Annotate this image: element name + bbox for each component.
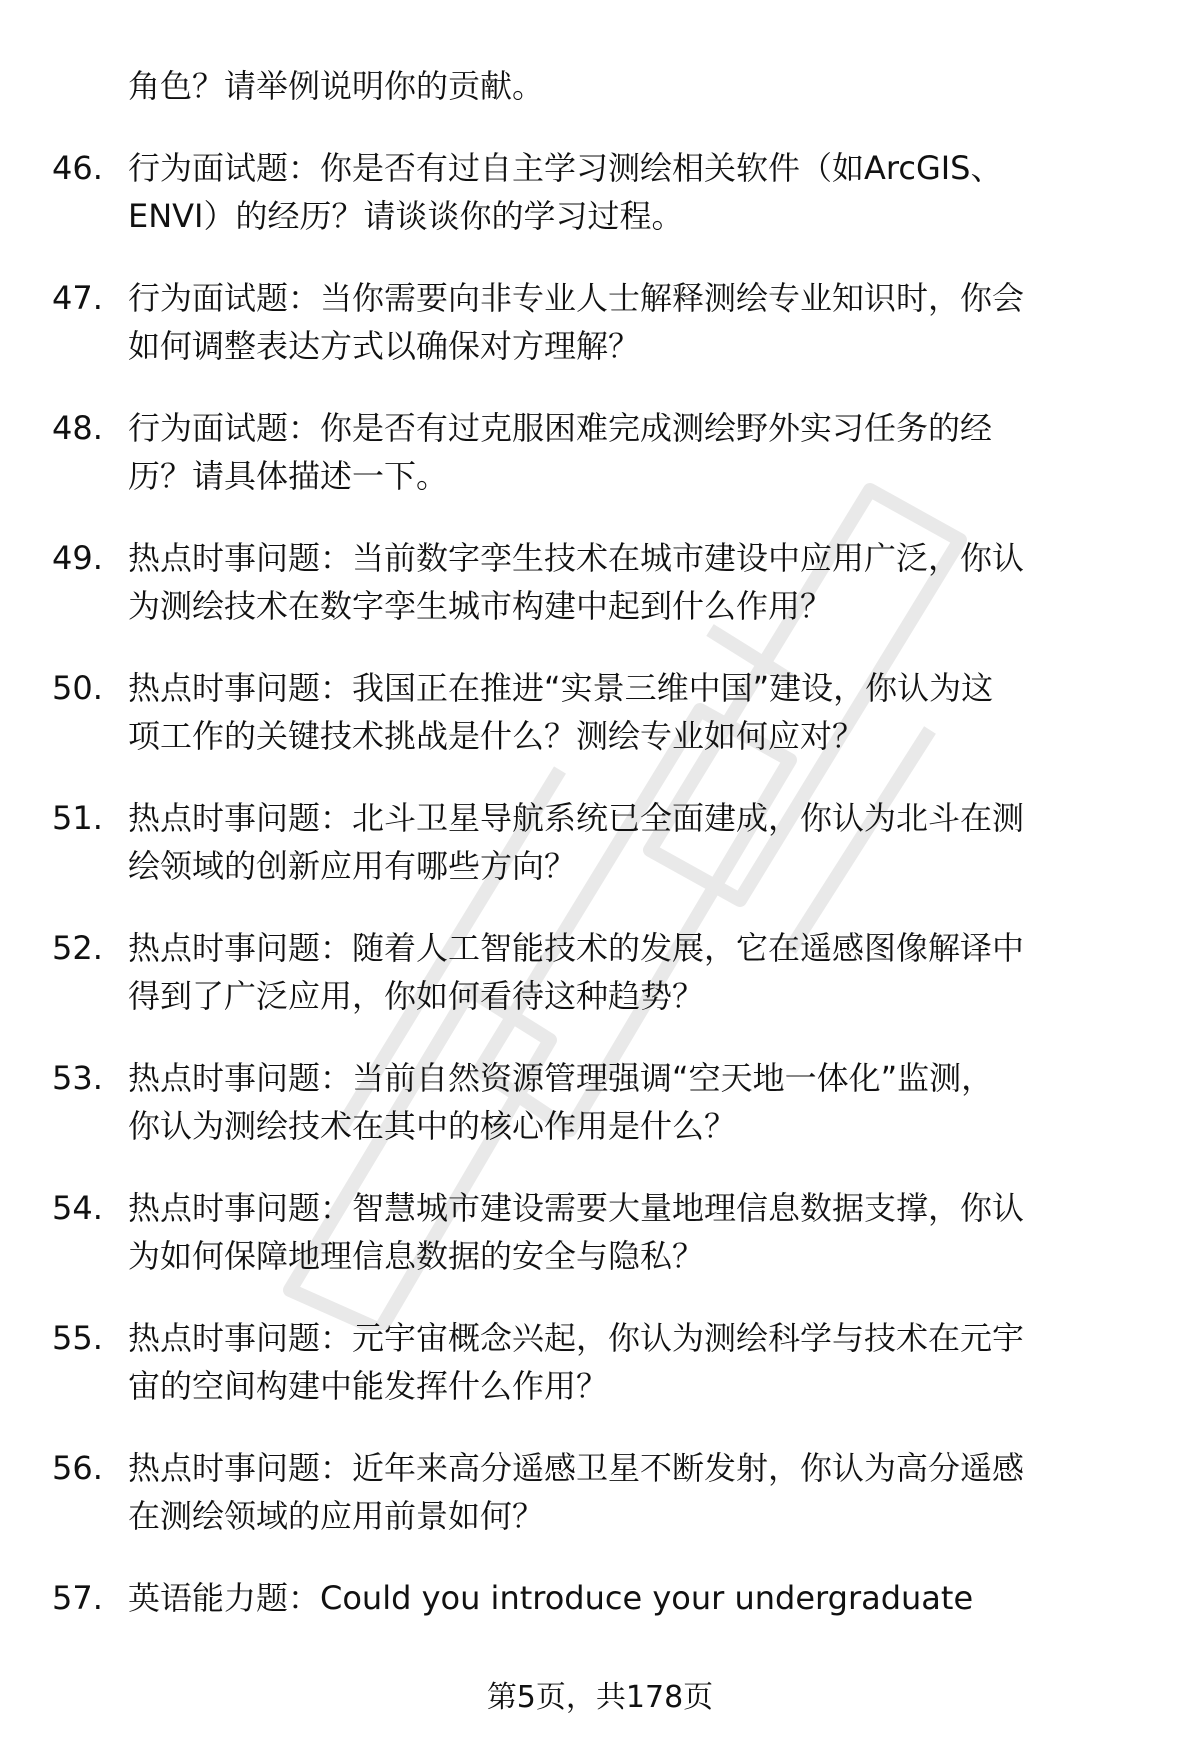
question-number: 46. xyxy=(52,149,103,187)
question-text-line-2: 为测绘技术在数字孪生城市构建中起到什么作用？ xyxy=(128,587,833,625)
question-text-line-2: 为如何保障地理信息数据的安全与隐私？ xyxy=(128,1237,705,1275)
question-text-line-1: 热点时事问题：随着人工智能技术的发展，它在遥感图像解译中 xyxy=(128,929,1025,967)
question-number: 51. xyxy=(52,799,103,837)
question-item xyxy=(0,1054,1200,1184)
question-text-line-1: 热点时事问题：近年来高分遥感卫星不断发射，你认为高分遥感 xyxy=(128,1449,1025,1487)
question-text-line-1: 热点时事问题：智慧城市建设需要大量地理信息数据支撑，你认 xyxy=(128,1189,1025,1227)
question-text-line-1: 热点时事问题：当前数字孪生技术在城市建设中应用广泛，你认 xyxy=(128,539,1025,577)
question-item xyxy=(0,1444,1200,1574)
question-text-line-2: 得到了广泛应用，你如何看待这种趋势？ xyxy=(128,977,705,1015)
question-number: 57. xyxy=(52,1579,103,1617)
question-text-line-2: ENVI）的经历？请谈谈你的学习过程。 xyxy=(128,197,684,235)
page-footer: 第5页，共178页 xyxy=(486,1680,714,1715)
question-number: 55. xyxy=(52,1319,103,1357)
question-item xyxy=(0,924,1200,1054)
question-item xyxy=(0,664,1200,794)
question-text-line-2: 如何调整表达方式以确保对方理解？ xyxy=(128,327,641,365)
question-text-line-1: 热点时事问题：当前自然资源管理强调“空天地一体化”监测， xyxy=(128,1059,994,1097)
question-text-line-2: 绘领域的创新应用有哪些方向？ xyxy=(128,847,577,885)
question-item xyxy=(0,534,1200,664)
question-item xyxy=(0,1314,1200,1444)
question-item xyxy=(0,144,1200,274)
question-number: 47. xyxy=(52,279,103,317)
question-text-line-1: 英语能力题：Could you introduce your undergraduate xyxy=(128,1579,974,1617)
question-text-line-2: 历？请具体描述一下。 xyxy=(128,457,449,495)
question-item xyxy=(0,404,1200,534)
question-item xyxy=(0,1184,1200,1314)
question-text-line-2: 宙的空间构建中能发挥什么作用？ xyxy=(128,1367,609,1405)
question-list xyxy=(0,144,1200,1704)
question-text-line-2: 在测绘领域的应用前景如何？ xyxy=(128,1497,545,1535)
question-item xyxy=(0,274,1200,404)
question-text-line-2: 你认为测绘技术在其中的核心作用是什么？ xyxy=(128,1107,737,1145)
question-number: 53. xyxy=(52,1059,103,1097)
question-number: 49. xyxy=(52,539,103,577)
continued-question-text: 角色？请举例说明你的贡献。 xyxy=(128,67,545,105)
question-number: 48. xyxy=(52,409,103,447)
question-text-line-1: 行为面试题：你是否有过自主学习测绘相关软件（如ArcGIS、 xyxy=(128,149,1003,187)
question-number: 52. xyxy=(52,929,103,967)
question-number: 56. xyxy=(52,1449,103,1487)
question-text-line-1: 热点时事问题：我国正在推进“实景三维中国”建设，你认为这 xyxy=(128,669,994,707)
question-text-line-1: 热点时事问题：北斗卫星导航系统已全面建成，你认为北斗在测 xyxy=(128,799,1025,837)
question-text-line-1: 行为面试题：你是否有过克服困难完成测绘野外实习任务的经 xyxy=(128,409,993,447)
question-number: 50. xyxy=(52,669,103,707)
question-number: 54. xyxy=(52,1189,103,1227)
question-text-line-2: 项工作的关键技术挑战是什么？测绘专业如何应对？ xyxy=(128,717,865,755)
question-text-line-1: 行为面试题：当你需要向非专业人士解释测绘专业知识时，你会 xyxy=(128,279,1025,317)
question-item xyxy=(0,794,1200,924)
question-text-line-1: 热点时事问题：元宇宙概念兴起，你认为测绘科学与技术在元宇 xyxy=(128,1319,1025,1357)
